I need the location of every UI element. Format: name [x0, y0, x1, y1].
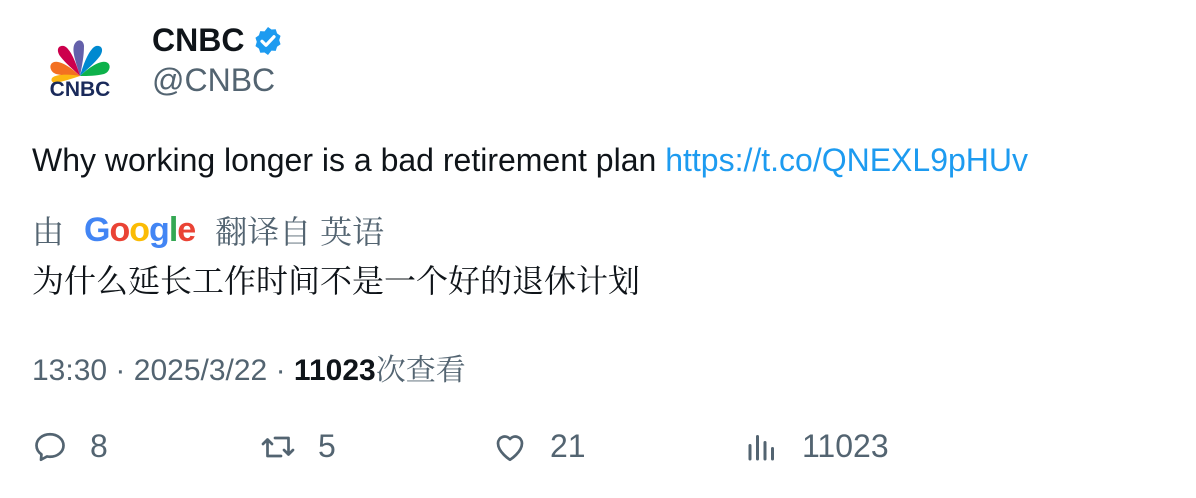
tweet-text: [32, 142, 1028, 179]
like-button[interactable]: [492, 428, 586, 465]
like-count: 21: [550, 428, 586, 464]
view-count: 11023: [293, 354, 376, 387]
translation-prefix: 由: [32, 214, 65, 250]
retweet-count: 5: [318, 428, 336, 464]
tweet-meta: [32, 345, 466, 389]
google-logo: Google: [84, 210, 196, 249]
reply-icon: [32, 429, 68, 465]
reply-button[interactable]: [32, 428, 108, 465]
cnbc-avatar-logo[interactable]: [32, 28, 128, 124]
svg-text:CNBC: CNBC: [49, 78, 111, 101]
verified-badge-icon: [252, 25, 284, 57]
reply-count: 8: [90, 428, 108, 464]
meta-separator: ·: [115, 354, 126, 387]
author-name[interactable]: CNBC: [152, 22, 245, 58]
views-button[interactable]: [744, 428, 889, 465]
author-name-row[interactable]: [152, 22, 284, 59]
view-count-label: 次查看: [375, 354, 466, 387]
bar-chart-icon: [744, 429, 780, 465]
author-handle[interactable]: @CNBC: [152, 62, 276, 98]
translation-attribution[interactable]: [32, 207, 384, 253]
meta-separator: ·: [275, 354, 286, 387]
tweet-body: Why working longer is a bad retirement plan: [32, 142, 657, 178]
heart-icon: [492, 429, 528, 465]
tweet-link[interactable]: https://t.co/QNEXL9pHUv: [665, 142, 1028, 178]
translated-text: 为什么延长工作时间不是一个好的退休计划: [32, 263, 641, 299]
retweet-icon: [260, 429, 296, 465]
retweet-button[interactable]: [260, 428, 336, 465]
views-count: 11023: [802, 428, 889, 464]
translation-suffix: 翻译自 英语: [215, 214, 385, 250]
action-bar: [32, 428, 1162, 476]
tweet-time[interactable]: 13:30: [32, 354, 108, 387]
tweet-date[interactable]: 2025/3/22: [133, 354, 268, 387]
